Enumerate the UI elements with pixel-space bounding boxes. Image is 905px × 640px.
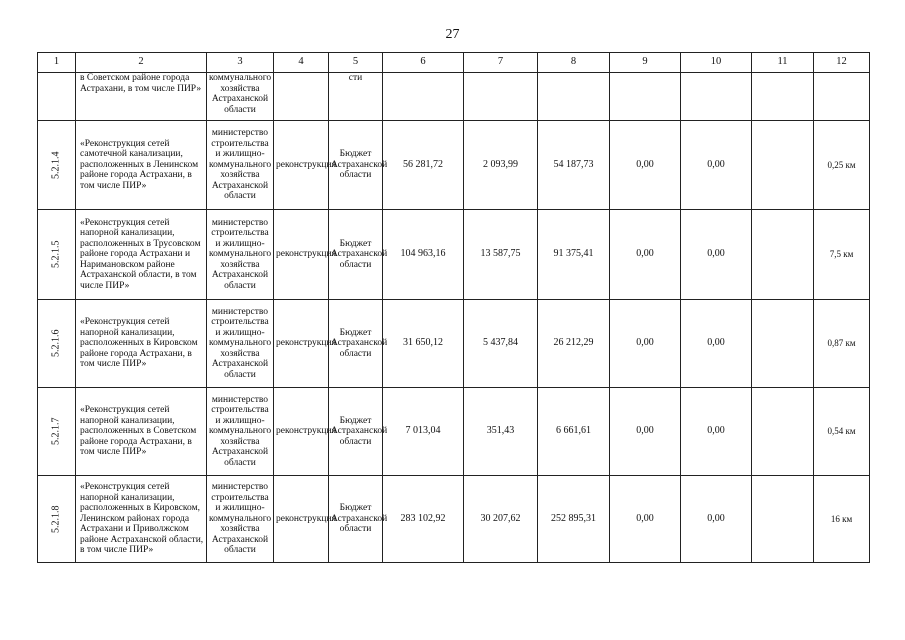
cell-col8: 6 661,61 (538, 388, 610, 476)
cell-total: 56 281,72 (383, 121, 464, 210)
table-row (38, 210, 870, 300)
cell-type: реконструкция (274, 476, 329, 563)
cell-source: Бюджет Астраханской области (329, 121, 383, 210)
cell-col7: 13 587,75 (464, 210, 538, 300)
cell-type: реконструкция (274, 210, 329, 300)
cell-col8: 26 212,29 (538, 300, 610, 388)
cell-source: Бюджет Астраханской области (329, 476, 383, 563)
column-header: 4 (274, 53, 329, 73)
row-id: 5.2.1.6 (50, 329, 62, 358)
cell-col10: 0,00 (681, 210, 752, 300)
table-row (38, 476, 870, 563)
cell-capacity: 0,87 км (814, 300, 870, 388)
header-row (38, 53, 870, 73)
cell-name: «Реконструкция сетей самотечной канализации, расположенных в Ленинском районе города Астрахани, в том числе ПИР» (76, 121, 207, 210)
cell-col10: 0,00 (681, 476, 752, 563)
cell-name: «Реконструкция сетей напорной канализации, расположенных в Кировском, Ленинском районах города Астрахани и Приволжском районе Астраханской области, в том числе ПИР» (76, 476, 207, 563)
column-header: 10 (681, 53, 752, 73)
cell-col9 (610, 73, 681, 121)
cell-type: реконструкция (274, 300, 329, 388)
cell-col10: 0,00 (681, 388, 752, 476)
cell-total: 104 963,16 (383, 210, 464, 300)
table-row (38, 121, 870, 210)
cell-col9: 0,00 (610, 210, 681, 300)
cell-id (38, 388, 76, 476)
column-header: 11 (752, 53, 814, 73)
cell-capacity: 0,25 км (814, 121, 870, 210)
column-header: 1 (38, 53, 76, 73)
cell-col7: 2 093,99 (464, 121, 538, 210)
cell-total: 31 650,12 (383, 300, 464, 388)
table-row (38, 300, 870, 388)
cell-col7: 5 437,84 (464, 300, 538, 388)
cell-id (38, 73, 76, 121)
cell-name: «Реконструкция сетей напорной канализации, расположенных в Советском районе города Астрахани, в том числе ПИР» (76, 388, 207, 476)
column-header: 3 (207, 53, 274, 73)
column-header: 9 (610, 53, 681, 73)
cell-col10: 0,00 (681, 121, 752, 210)
column-header: 8 (538, 53, 610, 73)
cell-col7: 30 207,62 (464, 476, 538, 563)
cell-col11 (752, 73, 814, 121)
column-header: 2 (76, 53, 207, 73)
cell-total: 283 102,92 (383, 476, 464, 563)
cell-col9: 0,00 (610, 300, 681, 388)
table-row-continuation (38, 73, 870, 121)
page-number: 27 (445, 27, 460, 42)
cell-source: Бюджет Астраханской области (329, 388, 383, 476)
cell-executor: коммунального хозяйства Астраханской области (207, 73, 274, 121)
cell-col7 (464, 73, 538, 121)
column-header: 12 (814, 53, 870, 73)
cell-col9: 0,00 (610, 121, 681, 210)
cell-col8: 91 375,41 (538, 210, 610, 300)
cell-source: Бюджет Астраханской области (329, 210, 383, 300)
cell-total: 7 013,04 (383, 388, 464, 476)
cell-id (38, 476, 76, 563)
cell-name: «Реконструкция сетей напорной канализации, расположенных в Кировском районе города Астрахани, в том числе ПИР» (76, 300, 207, 388)
cell-col9: 0,00 (610, 476, 681, 563)
cell-id (38, 300, 76, 388)
cell-col11 (752, 210, 814, 300)
cell-executor: министерство строительства и жилищно-коммунального хозяйства Астраханской области (207, 210, 274, 300)
cell-capacity: 16 км (814, 476, 870, 563)
cell-col11 (752, 300, 814, 388)
cell-id (38, 210, 76, 300)
cell-col10: 0,00 (681, 300, 752, 388)
cell-col9: 0,00 (610, 388, 681, 476)
cell-executor: министерство строительства и жилищно-коммунального хозяйства Астраханской области (207, 388, 274, 476)
cell-name: в Советском районе города Астрахани, в том числе ПИР» (76, 73, 207, 121)
column-header: 6 (383, 53, 464, 73)
cell-col7: 351,43 (464, 388, 538, 476)
row-id: 5.2.1.8 (50, 505, 62, 533)
row-id: 5.2.1.5 (50, 240, 62, 269)
cell-col11 (752, 121, 814, 210)
cell-type (274, 73, 329, 121)
program-table (37, 52, 870, 563)
column-header: 7 (464, 53, 538, 73)
table-row (38, 388, 870, 476)
cell-capacity (814, 73, 870, 121)
cell-source: сти (329, 73, 383, 121)
cell-executor: министерство строительства и жилищно-коммунального хозяйства Астраханской области (207, 476, 274, 563)
cell-col11 (752, 388, 814, 476)
cell-executor: министерство строительства и жилищно-коммунального хозяйства Астраханской области (207, 300, 274, 388)
row-id: 5.2.1.7 (50, 417, 62, 446)
cell-id (38, 121, 76, 210)
cell-col8: 54 187,73 (538, 121, 610, 210)
cell-col10 (681, 73, 752, 121)
cell-col8 (538, 73, 610, 121)
cell-executor: министерство строительства и жилищно-коммунального хозяйства Астраханской области (207, 121, 274, 210)
cell-col11 (752, 476, 814, 563)
cell-source: Бюджет Астраханской области (329, 300, 383, 388)
cell-total (383, 73, 464, 121)
cell-capacity: 7,5 км (814, 210, 870, 300)
cell-capacity: 0,54 км (814, 388, 870, 476)
cell-type: реконструкция (274, 388, 329, 476)
cell-type: реконструкция (274, 121, 329, 210)
row-id: 5.2.1.4 (50, 151, 62, 179)
cell-name: «Реконструкция сетей напорной канализации, расположенных в Трусовском районе города Астрахани и Наримановском районе Астраханской области, в том числе ПИР» (76, 210, 207, 300)
cell-col8: 252 895,31 (538, 476, 610, 563)
column-header: 5 (329, 53, 383, 73)
